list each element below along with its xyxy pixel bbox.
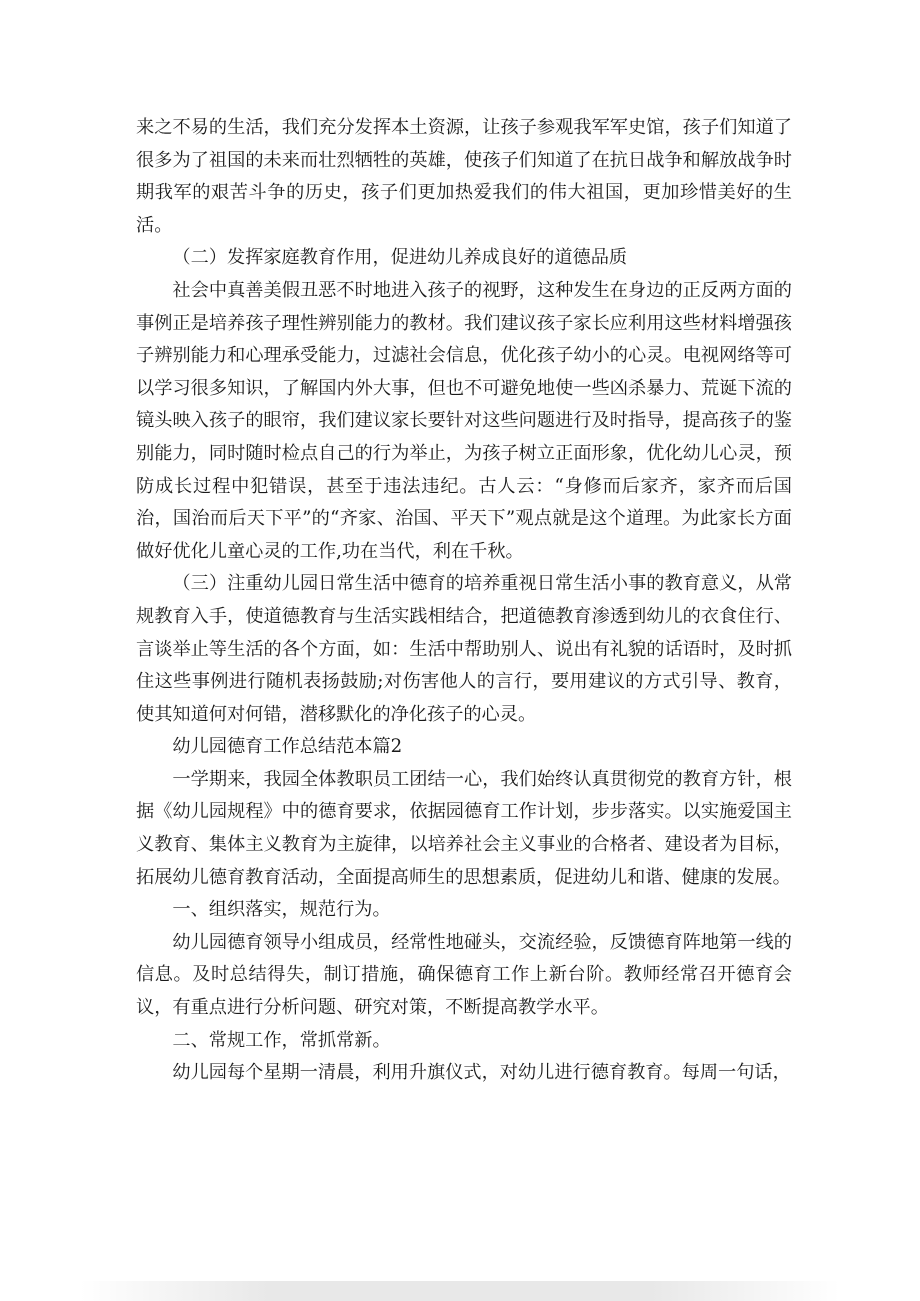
section-heading-family-education: （二）发挥家庭教育作用，促进幼儿养成良好的道德品质 bbox=[172, 247, 628, 269]
paragraph-family-education: 社会中真善美假丑恶不时地进入孩子的视野，这种发生在身边的正反两方面的事例正是培养孩子理性辨别能力的教材。我们建议孩子家长应利用这些材料增强孩子辨别能力和心理承受能力，过滤社会信息，优化孩子幼小的心灵。电视网络等可以学习很多知识，了解国内外大事，但也不可避免地使一些凶杀暴力、荒诞下流的镜头映入孩子的眼帘，我们建议家长要针对这些问题进行及时指导，提高孩子的鉴别能力，同时随时检点自己的行为举止，为孩子树立正面形象，优化幼儿心灵，预防成长过程中犯错误，甚至于违法违纪。古人云：“身修而后家齐，家齐而后国治，国治而后天下平”的“齐家、治国、平天下”观点就是这个道理。为此家长方面做好优化儿童心灵的工作,功在当代，利在千秋。 bbox=[136, 279, 792, 562]
paragraph-organization: 幼儿园德育领导小组成员，经常性地碰头，交流经验，反馈德育阵地第一线的信息。及时总结得失，制订措施，确保德育工作上新台阶。教师经常召开德育会议，有重点进行分析问题、研究对策，不断提高教学水平。 bbox=[136, 931, 792, 1019]
paragraph-semester-summary: 一学期来，我园全体教职员工团结一心，我们始终认真贯彻党的教育方针，根据《幼儿园规程》中的德育要求，依据园德育工作计划，步步落实。以实施爱国主义教育、集体主义教育为主旋律，以培养社会主义事业的合格者、建设者为目标，拓展幼儿德育教育活动，全面提高师生的思想素质，促进幼儿和谐、健康的发展。 bbox=[136, 768, 792, 888]
section-heading-routine-work: 二、常规工作，常抓常新。 bbox=[172, 1029, 391, 1051]
article-title-part-2: 幼儿园德育工作总结范本篇2 bbox=[172, 736, 403, 758]
section-heading-organization: 一、组织落实，规范行为。 bbox=[172, 899, 391, 921]
document-body bbox=[136, 112, 792, 1090]
footer-watermark-bar bbox=[80, 1281, 840, 1301]
paragraph-daily-life-education: （三）注重幼儿园日常生活中德育的培养重视日常生活小事的教育意义，从常规教育入手，使道德教育与生活实践相结合，把道德教育渗透到幼儿的衣食住行、言谈举止等生活的各个方面，如：生活中帮助别人、说出有礼貌的话语时，及时抓住这些事例进行随机表扬鼓励;对伤害他人的言行，要用建议的方式引导、教育，使其知道何对何错，潜移默化的净化孩子的心灵。 bbox=[136, 573, 792, 725]
paragraph-routine-work: 幼儿园每个星期一清晨，利用升旗仪式，对幼儿进行德育教育。每周一句话， bbox=[172, 1062, 791, 1084]
paragraph-continuation: 来之不易的生活，我们充分发挥本土资源，让孩子参观我军军史馆，孩子们知道了很多为了祖国的未来而壮烈牺牲的英雄，使孩子们知道了在抗日战争和解放战争时期我军的艰苦斗争的历史，孩子们更加热爱我们的伟大祖国，更加珍惜美好的生活。 bbox=[136, 117, 792, 236]
